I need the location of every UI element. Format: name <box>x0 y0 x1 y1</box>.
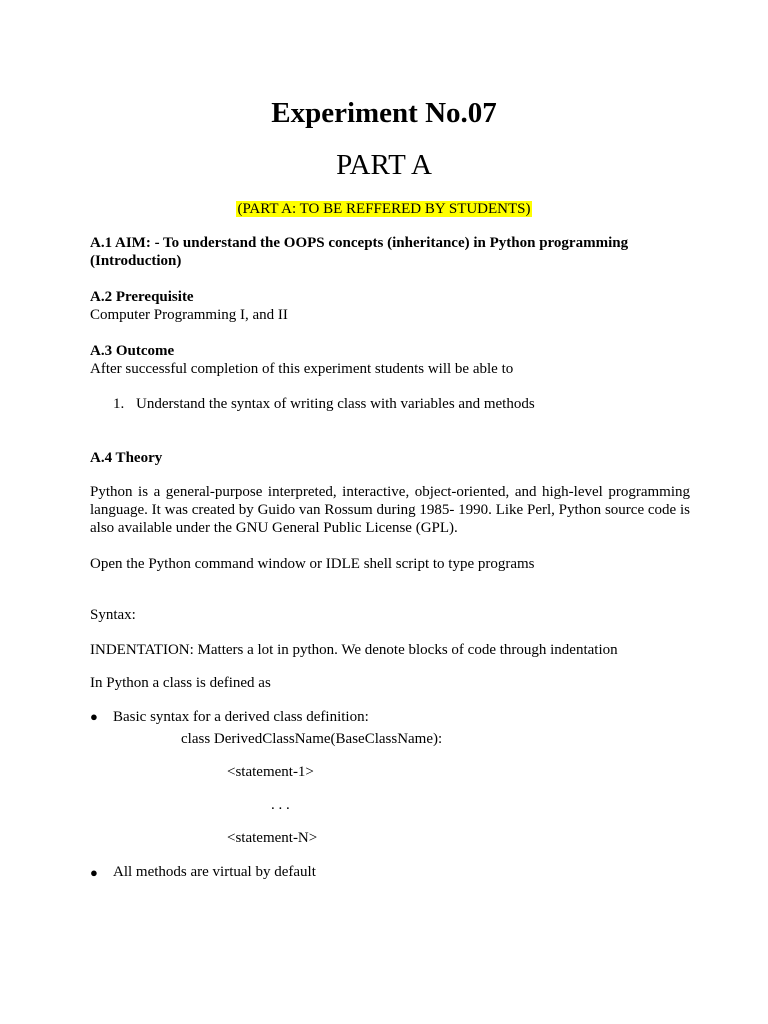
highlighted-note <box>0 200 768 218</box>
outcome-heading: A.3 Outcome <box>90 343 175 359</box>
outcome-item-text: Understand the syntax of writing class with variables and methods <box>136 396 535 412</box>
outcome-text: After successful completion of this experiment students will be able to <box>90 361 514 377</box>
prerequisite-heading: A.2 Prerequisite <box>90 289 194 305</box>
class-defined-text: In Python a class is defined as <box>90 675 271 691</box>
bullet-icon: ● <box>90 865 98 880</box>
theory-heading: A.4 Theory <box>90 450 163 466</box>
outcome-item-number: 1. <box>113 396 125 412</box>
theory-paragraph: Python is a general-purpose interpreted, interactive, object-oriented, and high-level programming language. It was created by Guido van Rossum during 1985- 1990. Like Perl, Python source code is also available under the GNU General Public License (GPL). <box>90 484 690 536</box>
code-ellipsis: . . . <box>271 797 290 813</box>
code-statement-1: <statement-1> <box>227 764 314 780</box>
bullet-icon: ● <box>90 709 98 724</box>
code-class-line: class DerivedClassName(BaseClassName): <box>181 731 443 747</box>
part-heading: PART A <box>336 149 432 181</box>
syntax-label: Syntax: <box>90 607 136 623</box>
python-window-text: Open the Python command window or IDLE shell script to type programs <box>90 556 535 572</box>
aim-line-1: A.1 AIM: - To understand the OOPS concepts (inheritance) in Python programming <box>90 235 629 251</box>
experiment-title: Experiment No.07 <box>271 97 497 129</box>
highlighted-note-text: (PART A: TO BE REFFERED BY STUDENTS) <box>237 201 531 217</box>
prerequisite-text: Computer Programming I, and II <box>90 307 288 323</box>
bullet-virtual-methods: All methods are virtual by default <box>113 864 316 880</box>
indentation-text: INDENTATION: Matters a lot in python. We denote blocks of code through indentation <box>90 642 618 658</box>
aim-line-2: (Introduction) <box>90 253 182 269</box>
code-statement-n: <statement-N> <box>227 830 318 846</box>
bullet-derived-class: Basic syntax for a derived class definition: <box>113 709 369 725</box>
